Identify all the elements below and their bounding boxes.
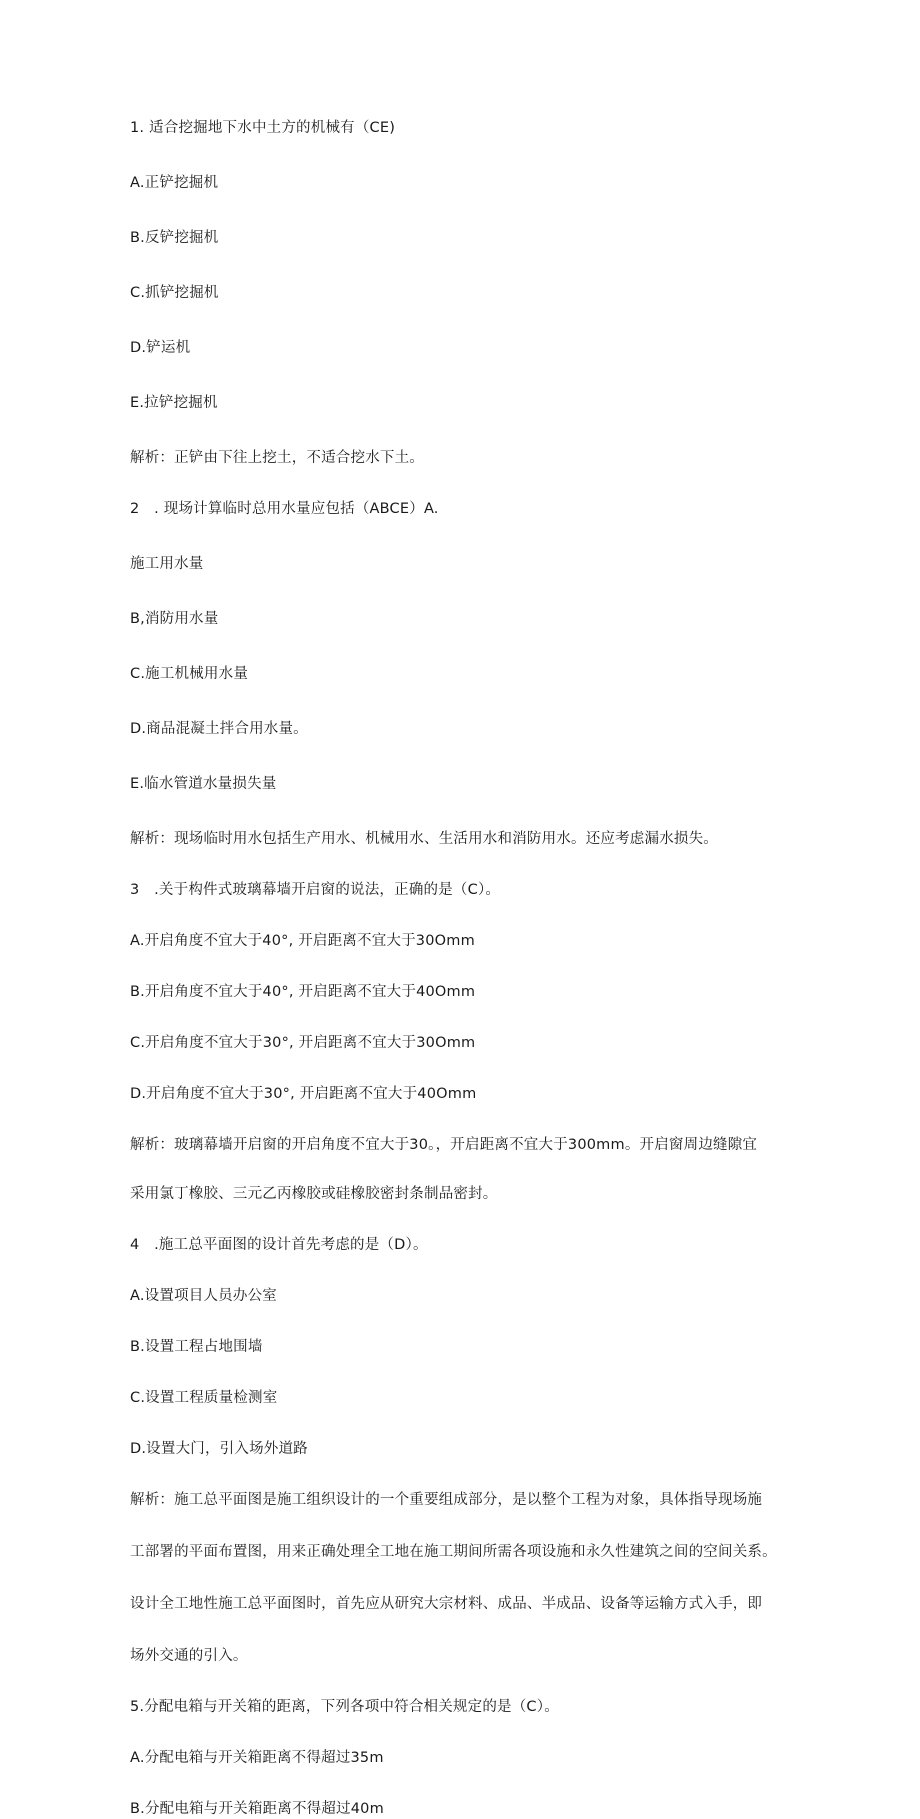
- question-4-option-c: C.设置工程质量检测室: [130, 1390, 278, 1406]
- question-2-stem: 2 . 现场计算临时总用水量应包括（ABCE）A.: [130, 501, 439, 517]
- question-3-option-a: A.开启角度不宜大于40°, 开启距离不宜大于30Omm: [130, 933, 475, 949]
- question-3-stem: 3 .关于构件式玻璃幕墙开启窗的说法，正确的是（C）。: [130, 882, 501, 898]
- question-3-analysis-line-2: 采用氯丁橡胶、三元乙丙橡胶或硅橡胶密封条制品密封。: [130, 1186, 498, 1202]
- question-3-option-b: B.开启角度不宜大于40°, 开启距离不宜大于40Omm: [130, 984, 476, 1000]
- question-4-stem: 4 .施工总平面图的设计首先考虑的是（D）。: [130, 1237, 428, 1253]
- question-4-analysis-line-2: 工部署的平面布置图，用来正确处理全工地在施工期间所需各项设施和永久性建筑之间的空间关系。: [130, 1544, 777, 1560]
- question-2-option-c: C.施工机械用水量: [130, 666, 249, 682]
- question-2-option-e: E.临水管道水量损失量: [130, 776, 277, 792]
- question-5-stem: 5.分配电箱与开关箱的距离，下列各项中符合相关规定的是（C）。: [130, 1699, 559, 1715]
- question-1-analysis: 解析：正铲由下往上挖土，不适合挖水下土。: [130, 450, 424, 466]
- question-3-option-d: D.开启角度不宜大于30°, 开启距离不宜大于40Omm: [130, 1086, 477, 1102]
- question-1-option-a: A.正铲挖掘机: [130, 175, 219, 191]
- question-4-option-a: A.设置项目人员办公室: [130, 1288, 277, 1304]
- question-3-option-c: C.开启角度不宜大于30°, 开启距离不宜大于30Omm: [130, 1035, 476, 1051]
- question-2-option-a: 施工用水量: [130, 556, 204, 572]
- question-4-analysis-line-3: 设计全工地性施工总平面图时，首先应从研究大宗材料、成品、半成品、设备等运输方式入手，即: [130, 1596, 763, 1612]
- question-3-analysis-line-1: 解析：玻璃幕墙开启窗的开启角度不宜大于30。，开启距离不宜大于300mm。开启窗周边缝隙宜: [130, 1137, 758, 1153]
- question-4-analysis-line-4: 场外交通的引入。: [130, 1648, 248, 1664]
- question-4-option-b: B.设置工程占地围墙: [130, 1339, 263, 1355]
- question-5-option-a: A.分配电箱与开关箱距离不得超过35m: [130, 1750, 384, 1766]
- question-2-option-d: D.商品混凝土拌合用水量。: [130, 721, 308, 737]
- question-2-option-b: B,消防用水量: [130, 611, 219, 627]
- document-body: [130, 118, 820, 1819]
- question-2-analysis: 解析：现场临时用水包括生产用水、机械用水、生活用水和消防用水。还应考虑漏水损失。: [130, 831, 718, 847]
- question-4-analysis-line-1: 解析：施工总平面图是施工组织设计的一个重要组成部分，是以整个工程为对象，具体指导现场施: [130, 1492, 763, 1508]
- question-1-stem: 1. 适合挖掘地下水中土方的机械有（CE): [130, 120, 396, 136]
- question-1-option-d: D.铲运机: [130, 340, 191, 356]
- question-1-option-b: B.反铲挖掘机: [130, 230, 219, 246]
- question-4-option-d: D.设置大门，引入场外道路: [130, 1441, 308, 1457]
- question-5-option-b: B.分配电箱与开关箱距离不得超过40m: [130, 1801, 384, 1817]
- question-1-option-e: E.拉铲挖掘机: [130, 395, 218, 411]
- question-1-option-c: C.抓铲挖掘机: [130, 285, 219, 301]
